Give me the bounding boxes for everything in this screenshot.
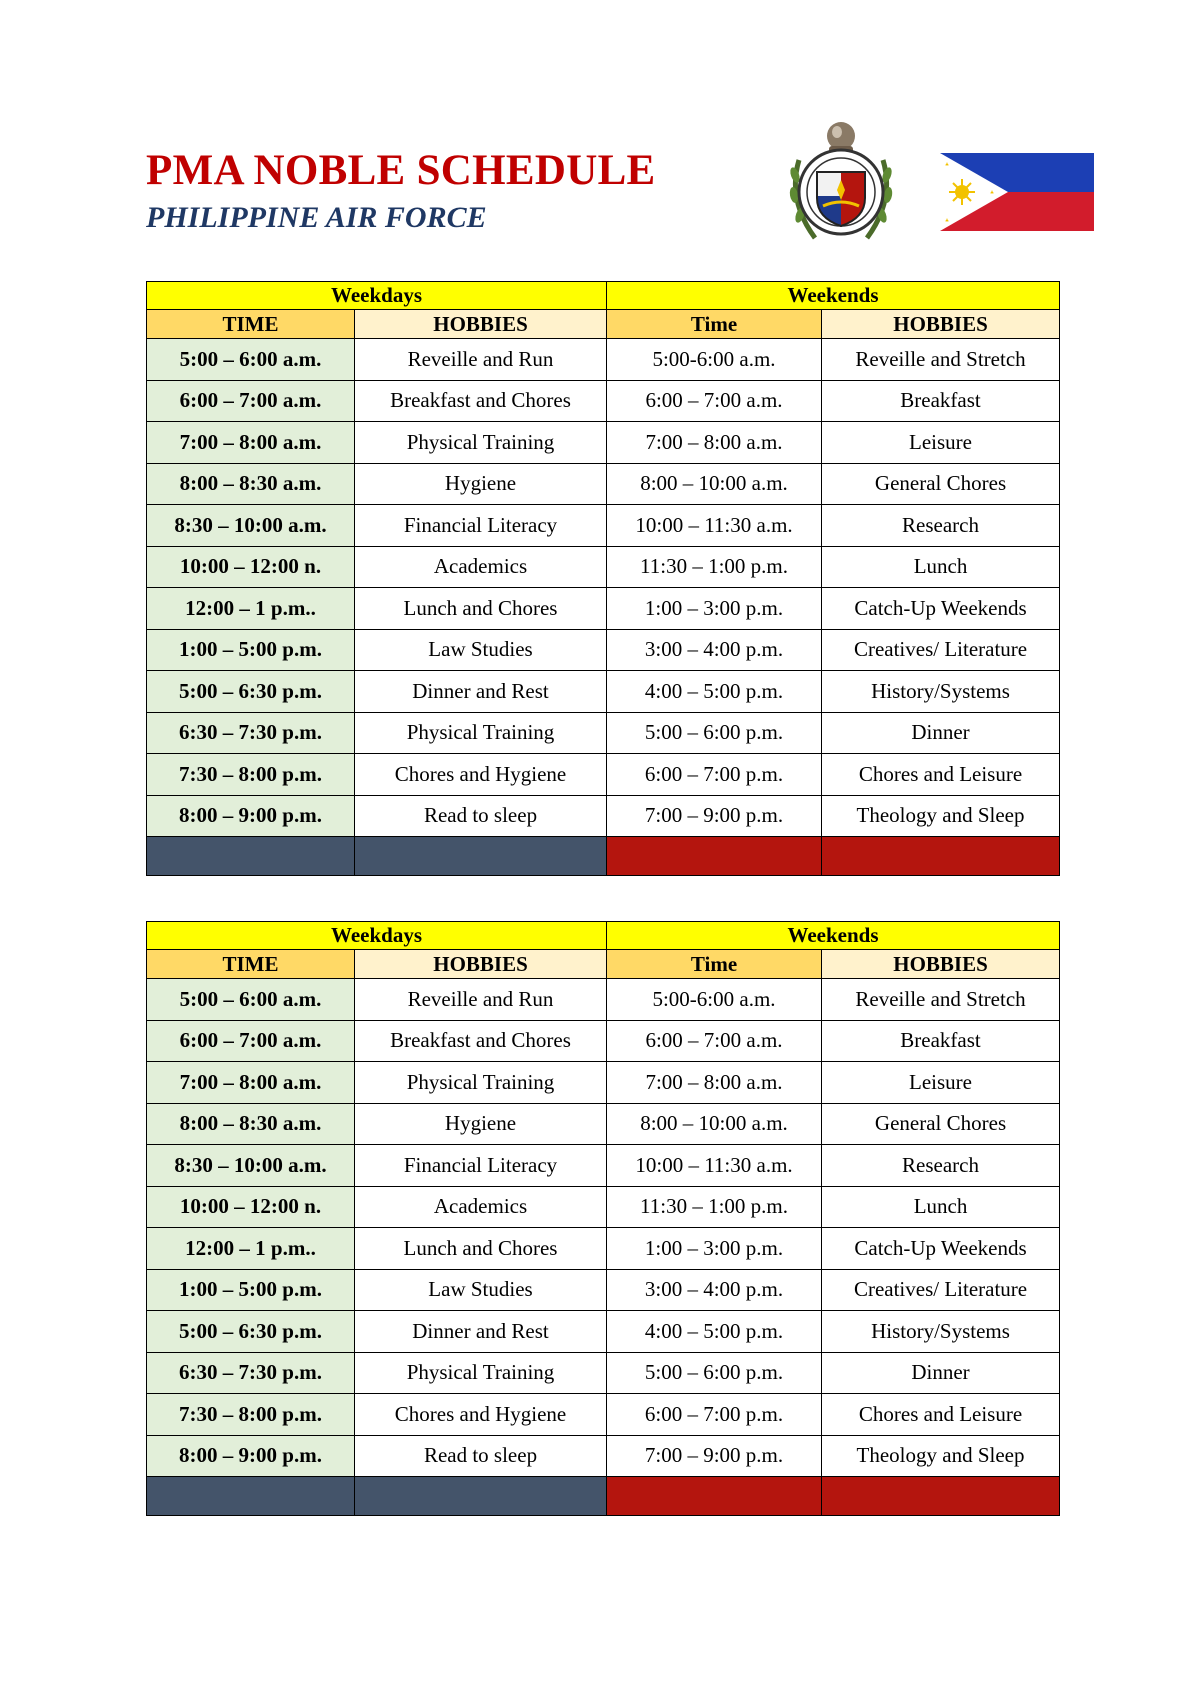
weekday-time-cell: 7:00 – 8:00 a.m. bbox=[147, 1062, 355, 1104]
weekend-time-cell: 6:00 – 7:00 a.m. bbox=[607, 380, 822, 422]
footer-red-cell bbox=[822, 837, 1060, 876]
footer-blue-cell bbox=[355, 837, 607, 876]
page-title: PMA NOBLE SCHEDULE bbox=[146, 147, 656, 194]
weekend-time-cell: 10:00 – 11:30 a.m. bbox=[607, 1145, 822, 1187]
weekend-hobby-cell: Chores and Leisure bbox=[822, 754, 1060, 796]
footer-blue-cell bbox=[355, 1477, 607, 1516]
weekend-time-cell: 10:00 – 11:30 a.m. bbox=[607, 505, 822, 547]
weekday-time-cell: 7:30 – 8:00 p.m. bbox=[147, 1394, 355, 1436]
weekday-time-cell: 5:00 – 6:00 a.m. bbox=[147, 339, 355, 381]
weekend-time-cell: 11:30 – 1:00 p.m. bbox=[607, 546, 822, 588]
weekend-hobby-cell: Dinner bbox=[822, 712, 1060, 754]
weekend-hobby-cell: Theology and Sleep bbox=[822, 1435, 1060, 1477]
weekends-group-header: Weekends bbox=[607, 282, 1060, 310]
weekend-time-cell: 7:00 – 9:00 p.m. bbox=[607, 795, 822, 837]
table-row bbox=[147, 546, 1060, 588]
weekend-time-cell: 6:00 – 7:00 p.m. bbox=[607, 1394, 822, 1436]
weekday-time-cell: 8:30 – 10:00 a.m. bbox=[147, 505, 355, 547]
weekday-hobby-cell: Physical Training bbox=[355, 1062, 607, 1104]
weekday-hobby-cell: Lunch and Chores bbox=[355, 1228, 607, 1270]
weekday-time-cell: 10:00 – 12:00 n. bbox=[147, 546, 355, 588]
weekend-hobby-cell: Creatives/ Literature bbox=[822, 629, 1060, 671]
weekend-time-header: Time bbox=[607, 950, 822, 979]
weekend-time-cell: 5:00-6:00 a.m. bbox=[607, 339, 822, 381]
weekend-hobby-cell: Catch-Up Weekends bbox=[822, 1228, 1060, 1270]
schedule-table bbox=[146, 281, 1060, 876]
weekday-hobbies-header: HOBBIES bbox=[355, 310, 607, 339]
weekday-hobby-cell: Physical Training bbox=[355, 422, 607, 464]
weekend-hobby-cell: Chores and Leisure bbox=[822, 1394, 1060, 1436]
weekday-time-cell: 12:00 – 1 p.m.. bbox=[147, 1228, 355, 1270]
table-row bbox=[147, 671, 1060, 713]
weekend-time-cell: 1:00 – 3:00 p.m. bbox=[607, 588, 822, 630]
weekend-hobby-cell: General Chores bbox=[822, 1103, 1060, 1145]
weekend-hobbies-header: HOBBIES bbox=[822, 310, 1060, 339]
table-row bbox=[147, 979, 1060, 1021]
table-row bbox=[147, 712, 1060, 754]
weekend-time-cell: 6:00 – 7:00 a.m. bbox=[607, 1020, 822, 1062]
weekend-hobby-cell: Research bbox=[822, 505, 1060, 547]
weekday-time-cell: 5:00 – 6:00 a.m. bbox=[147, 979, 355, 1021]
weekday-time-cell: 8:30 – 10:00 a.m. bbox=[147, 1145, 355, 1187]
weekday-hobby-cell: Financial Literacy bbox=[355, 505, 607, 547]
weekday-hobby-cell: Physical Training bbox=[355, 712, 607, 754]
weekday-hobby-cell: Dinner and Rest bbox=[355, 671, 607, 713]
weekend-hobby-cell: Reveille and Stretch bbox=[822, 979, 1060, 1021]
table-row bbox=[147, 1062, 1060, 1104]
weekend-time-cell: 8:00 – 10:00 a.m. bbox=[607, 463, 822, 505]
weekday-time-cell: 7:00 – 8:00 a.m. bbox=[147, 422, 355, 464]
weekend-hobby-cell: Reveille and Stretch bbox=[822, 339, 1060, 381]
weekend-hobby-cell: Creatives/ Literature bbox=[822, 1269, 1060, 1311]
weekday-hobby-cell: Academics bbox=[355, 1186, 607, 1228]
weekday-time-cell: 7:30 – 8:00 p.m. bbox=[147, 754, 355, 796]
weekend-hobby-cell: Leisure bbox=[822, 1062, 1060, 1104]
weekend-hobby-cell: History/Systems bbox=[822, 671, 1060, 713]
table-row bbox=[147, 505, 1060, 547]
weekend-hobby-cell: Theology and Sleep bbox=[822, 795, 1060, 837]
weekday-time-cell: 6:00 – 7:00 a.m. bbox=[147, 380, 355, 422]
table-row bbox=[147, 380, 1060, 422]
table-row bbox=[147, 1352, 1060, 1394]
weekends-group-header: Weekends bbox=[607, 922, 1060, 950]
table-footer-row bbox=[147, 1477, 1060, 1516]
weekday-hobby-cell: Breakfast and Chores bbox=[355, 1020, 607, 1062]
weekday-hobbies-header: HOBBIES bbox=[355, 950, 607, 979]
weekdays-group-header: Weekdays bbox=[147, 922, 607, 950]
table-row bbox=[147, 629, 1060, 671]
weekday-time-cell: 6:00 – 7:00 a.m. bbox=[147, 1020, 355, 1062]
weekend-time-cell: 7:00 – 9:00 p.m. bbox=[607, 1435, 822, 1477]
footer-blue-cell bbox=[147, 837, 355, 876]
weekend-time-cell: 6:00 – 7:00 p.m. bbox=[607, 754, 822, 796]
weekday-time-cell: 8:00 – 8:30 a.m. bbox=[147, 463, 355, 505]
weekday-hobby-cell: Law Studies bbox=[355, 1269, 607, 1311]
weekend-time-header: Time bbox=[607, 310, 822, 339]
weekdays-group-header: Weekdays bbox=[147, 282, 607, 310]
weekend-time-cell: 7:00 – 8:00 a.m. bbox=[607, 422, 822, 464]
weekday-time-cell: 10:00 – 12:00 n. bbox=[147, 1186, 355, 1228]
weekday-hobby-cell: Breakfast and Chores bbox=[355, 380, 607, 422]
weekday-time-header: TIME bbox=[147, 950, 355, 979]
academy-crest-icon bbox=[785, 120, 897, 252]
table-row bbox=[147, 1145, 1060, 1187]
weekend-time-cell: 5:00 – 6:00 p.m. bbox=[607, 1352, 822, 1394]
weekday-time-cell: 1:00 – 5:00 p.m. bbox=[147, 629, 355, 671]
weekend-hobby-cell: Lunch bbox=[822, 1186, 1060, 1228]
table-row bbox=[147, 1269, 1060, 1311]
footer-red-cell bbox=[822, 1477, 1060, 1516]
weekend-time-cell: 8:00 – 10:00 a.m. bbox=[607, 1103, 822, 1145]
table-row bbox=[147, 1311, 1060, 1353]
weekday-time-cell: 12:00 – 1 p.m.. bbox=[147, 588, 355, 630]
weekend-time-cell: 5:00-6:00 a.m. bbox=[607, 979, 822, 1021]
philippine-flag-icon bbox=[940, 153, 1094, 231]
table-row bbox=[147, 463, 1060, 505]
schedule-table bbox=[146, 921, 1060, 1516]
table-row bbox=[147, 795, 1060, 837]
table-row bbox=[147, 1228, 1060, 1270]
weekend-hobby-cell: General Chores bbox=[822, 463, 1060, 505]
weekday-hobby-cell: Hygiene bbox=[355, 1103, 607, 1145]
weekday-time-cell: 8:00 – 9:00 p.m. bbox=[147, 1435, 355, 1477]
table-row bbox=[147, 1186, 1060, 1228]
weekend-time-cell: 4:00 – 5:00 p.m. bbox=[607, 1311, 822, 1353]
weekend-time-cell: 3:00 – 4:00 p.m. bbox=[607, 629, 822, 671]
footer-blue-cell bbox=[147, 1477, 355, 1516]
weekend-hobby-cell: Breakfast bbox=[822, 380, 1060, 422]
weekday-hobby-cell: Academics bbox=[355, 546, 607, 588]
weekend-hobby-cell: History/Systems bbox=[822, 1311, 1060, 1353]
weekday-time-cell: 8:00 – 8:30 a.m. bbox=[147, 1103, 355, 1145]
page-subtitle: PHILIPPINE AIR FORCE bbox=[146, 201, 487, 234]
weekday-hobby-cell: Read to sleep bbox=[355, 1435, 607, 1477]
weekday-time-header: TIME bbox=[147, 310, 355, 339]
weekday-hobby-cell: Dinner and Rest bbox=[355, 1311, 607, 1353]
weekend-hobby-cell: Catch-Up Weekends bbox=[822, 588, 1060, 630]
weekend-time-cell: 1:00 – 3:00 p.m. bbox=[607, 1228, 822, 1270]
weekend-hobby-cell: Dinner bbox=[822, 1352, 1060, 1394]
weekday-hobby-cell: Law Studies bbox=[355, 629, 607, 671]
weekday-hobby-cell: Chores and Hygiene bbox=[355, 754, 607, 796]
weekday-hobby-cell: Hygiene bbox=[355, 463, 607, 505]
weekend-time-cell: 3:00 – 4:00 p.m. bbox=[607, 1269, 822, 1311]
weekday-time-cell: 5:00 – 6:30 p.m. bbox=[147, 671, 355, 713]
table-row bbox=[147, 1435, 1060, 1477]
weekend-time-cell: 4:00 – 5:00 p.m. bbox=[607, 671, 822, 713]
weekday-time-cell: 8:00 – 9:00 p.m. bbox=[147, 795, 355, 837]
weekend-time-cell: 11:30 – 1:00 p.m. bbox=[607, 1186, 822, 1228]
weekend-hobby-cell: Lunch bbox=[822, 546, 1060, 588]
weekend-hobby-cell: Research bbox=[822, 1145, 1060, 1187]
footer-red-cell bbox=[607, 1477, 822, 1516]
weekday-hobby-cell: Reveille and Run bbox=[355, 979, 607, 1021]
weekday-time-cell: 5:00 – 6:30 p.m. bbox=[147, 1311, 355, 1353]
weekend-time-cell: 5:00 – 6:00 p.m. bbox=[607, 712, 822, 754]
table-row bbox=[147, 1394, 1060, 1436]
weekend-hobbies-header: HOBBIES bbox=[822, 950, 1060, 979]
table-row bbox=[147, 1020, 1060, 1062]
weekend-hobby-cell: Breakfast bbox=[822, 1020, 1060, 1062]
table-row bbox=[147, 754, 1060, 796]
weekday-hobby-cell: Read to sleep bbox=[355, 795, 607, 837]
weekday-time-cell: 6:30 – 7:30 p.m. bbox=[147, 1352, 355, 1394]
weekend-hobby-cell: Leisure bbox=[822, 422, 1060, 464]
table-row bbox=[147, 422, 1060, 464]
table-row bbox=[147, 1103, 1060, 1145]
table-row bbox=[147, 339, 1060, 381]
footer-red-cell bbox=[607, 837, 822, 876]
weekday-hobby-cell: Physical Training bbox=[355, 1352, 607, 1394]
weekday-time-cell: 6:30 – 7:30 p.m. bbox=[147, 712, 355, 754]
table-row bbox=[147, 588, 1060, 630]
weekday-hobby-cell: Lunch and Chores bbox=[355, 588, 607, 630]
weekday-hobby-cell: Financial Literacy bbox=[355, 1145, 607, 1187]
table-footer-row bbox=[147, 837, 1060, 876]
weekday-time-cell: 1:00 – 5:00 p.m. bbox=[147, 1269, 355, 1311]
weekday-hobby-cell: Reveille and Run bbox=[355, 339, 607, 381]
weekend-time-cell: 7:00 – 8:00 a.m. bbox=[607, 1062, 822, 1104]
weekday-hobby-cell: Chores and Hygiene bbox=[355, 1394, 607, 1436]
